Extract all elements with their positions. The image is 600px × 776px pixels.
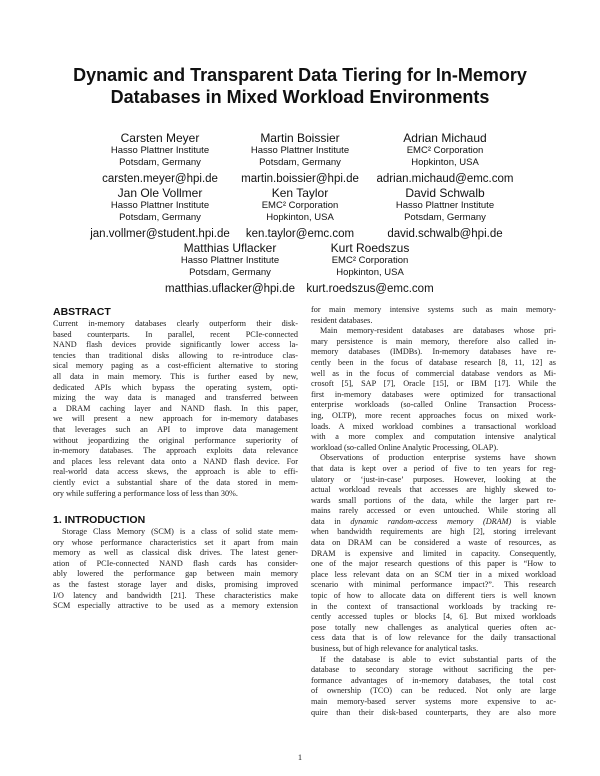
author-location: Potsdam, Germany xyxy=(259,156,341,168)
author-affiliation: EMC² Corporation xyxy=(406,145,484,156)
text-line: resident databases. xyxy=(311,315,373,325)
author-email: kurt.roedszus@emc.com xyxy=(306,283,434,295)
text-line: ulatory or ‘just-in-case’ purposes. However, looking at the xyxy=(311,474,556,484)
text-line: Observations of production enterprise systems have shown xyxy=(320,453,556,463)
author-email: adrian.michaud@emc.com xyxy=(376,173,514,185)
text-line: ory while suffering a performance loss of less than 30%. xyxy=(53,488,238,498)
author-block xyxy=(360,131,530,187)
text-line: wards small portions of the data, while the larger part re- xyxy=(311,495,556,505)
text-line: cently accessed tuples or blocks [4, 6]. But mixed workloads xyxy=(311,612,556,622)
author-affiliation: EMC² Corporation xyxy=(261,200,339,211)
text-line: mains rarely accessed or even untouched. While storing all xyxy=(311,506,556,516)
author-email: carsten.meyer@hpi.de xyxy=(102,173,218,185)
text-line: SCM especially attractive to be used as a memory extension xyxy=(53,601,298,611)
text-line: for main memory intensive systems such as main memory- xyxy=(311,305,556,314)
introduction-body xyxy=(53,527,298,612)
paragraph xyxy=(311,453,556,654)
text-line: topic of how to allocate data on different tiers is well known xyxy=(311,591,556,601)
text-line: with a more complex and computation intensive analytical xyxy=(311,432,556,442)
text-line: Current in-memory databases clearly outperform their disk- xyxy=(53,319,298,328)
text-line: well as in the focus of commercial database vendors as Mi- xyxy=(311,368,556,378)
text-line: as the fastest storage layer and disks, promising improved xyxy=(53,580,298,590)
author-email: martin.boissier@hpi.de xyxy=(241,173,359,185)
text-line: in-memory databases. The approach exploits data relevance xyxy=(53,446,298,456)
text-line: scenario with minimal performance impact?”. This research xyxy=(311,580,556,590)
paragraph xyxy=(311,326,556,453)
text-line: place less relevant data on an SCM tier in a mixed workload xyxy=(311,569,556,579)
text-line: that data is kept over a period of five to ten years for reg- xyxy=(311,463,556,473)
abstract-heading: ABSTRACT xyxy=(53,306,111,318)
text-line: mizing the way data is managed and transferred between xyxy=(53,393,298,403)
author-email: ken.taylor@emc.com xyxy=(245,228,355,240)
text-line: ation of PCIe-connected NAND flash cards has consider- xyxy=(53,558,298,568)
author-name: Adrian Michaud xyxy=(403,131,487,145)
text-line: we will present a new approach for in-memory databases xyxy=(53,414,298,424)
author-email: matthias.uflacker@hpi.de xyxy=(165,283,295,295)
author-affiliation: EMC² Corporation xyxy=(331,255,409,266)
text-line: without jeopardizing the original performance superiority of xyxy=(53,435,298,445)
text-line: cently been in the focus of database research [8, 11, 12] as xyxy=(311,357,556,367)
abstract-body xyxy=(53,319,298,499)
introduction-heading: 1. INTRODUCTION xyxy=(53,514,146,527)
paper-title xyxy=(40,64,560,108)
text-line: database to secondary storage without sacrificing the per- xyxy=(311,665,556,675)
text-line: I/O latency and bandwidth [21]. These characteristics make xyxy=(53,590,298,600)
author-location: Hopkinton, USA xyxy=(336,266,404,278)
author-name: Martin Boissier xyxy=(260,131,340,145)
author-email: david.schwalb@hpi.de xyxy=(387,228,503,240)
author-location: Potsdam, Germany xyxy=(189,266,271,278)
text-line: crosoft [5], SAP [7], Oracle [15], or IBM [17]. While the xyxy=(311,379,556,389)
text-line: ory whose performance characteristics set it apart from main xyxy=(53,537,298,547)
author-name: Matthias Uflacker xyxy=(183,241,277,255)
text-line: DRAM is expensive and limited in capacity. Consequently, xyxy=(311,548,556,558)
text-line: of ownership (TCO) can be reduced. Not only are large xyxy=(311,686,556,696)
text-line: sical memory paging as a cost-efficient alternative to storing xyxy=(53,361,298,371)
text-line: enterprise workloads (so-called Online Transaction Process- xyxy=(311,400,556,410)
author-affiliation: Hasso Plattner Institute xyxy=(395,200,495,211)
page-number: 1 xyxy=(297,752,303,762)
author-block xyxy=(290,241,450,297)
text-line: cess data that is of low relevance for the daily transactional xyxy=(311,633,556,643)
author-name: Jan Ole Vollmer xyxy=(117,186,203,200)
text-line: first in-memory databases were optimized for transactional xyxy=(311,389,556,399)
text-line: data in dynamic random-access memory (DRAM) is viable xyxy=(311,516,556,526)
author-affiliation: Hasso Plattner Institute xyxy=(250,145,350,156)
author-location: Hopkinton, USA xyxy=(411,156,479,168)
author-location: Potsdam, Germany xyxy=(119,211,201,223)
author-name: David Schwalb xyxy=(405,186,485,200)
text-line: business, but of high relevance for analytical tasks. xyxy=(311,644,479,653)
author-block xyxy=(220,186,380,242)
author-affiliation: Hasso Plattner Institute xyxy=(110,145,210,156)
author-email: jan.vollmer@student.hpi.de xyxy=(90,228,230,240)
author-name: Carsten Meyer xyxy=(120,131,200,145)
text-line: and places less relevant data onto a NAND flash device. For xyxy=(53,456,298,466)
text-line: ing, OLTP), more recent approaches focus on mixed work- xyxy=(311,410,556,420)
text-line: memory databases (IMDBs). In-memory databases have re- xyxy=(311,347,556,357)
author-block xyxy=(360,186,530,242)
text-line: ciently evict a substantial share of the data stored in mem- xyxy=(53,477,298,487)
author-name: Ken Taylor xyxy=(271,186,329,200)
text-line: formance advantages of in-memory databases, the total cost xyxy=(311,675,556,685)
text-line: actual workload reveals that accesses are highly skewed to- xyxy=(311,485,556,495)
paragraph xyxy=(311,655,556,719)
left-column xyxy=(53,305,298,612)
text-line: a DRAM caching layer and NAND flash. In this paper, xyxy=(53,403,298,413)
paragraph xyxy=(311,305,556,326)
text-line: Main memory-resident databases are databases whose pri- xyxy=(320,326,556,336)
text-line: memory as well as classical disk drives. The latest gener- xyxy=(53,548,298,558)
text-line: mary persistence is main memory, therefore also called in- xyxy=(311,336,556,346)
text-line: tencies than traditional disks allowing to re-introduce clas- xyxy=(53,350,298,360)
text-line: ably lowered the performance gap between main memory xyxy=(53,569,298,579)
text-line: If the database is able to evict substantial parts of the xyxy=(320,654,556,664)
author-block xyxy=(220,131,380,187)
text-line: dedicated APIs which bypass the operating system, opti- xyxy=(53,382,298,392)
text-line: all data in main memory. This is further eased by new, xyxy=(53,371,298,381)
text-line: that leverages such an API to improve data management xyxy=(53,424,298,434)
author-block xyxy=(150,241,310,297)
author-location: Potsdam, Germany xyxy=(119,156,201,168)
text-line: in the context of transactional workloads by tracking re- xyxy=(311,601,556,611)
text-line: quire than their disk-based counterparts, they are also more xyxy=(311,707,556,717)
text-line: when bandwidth requirements are high [2], storing irrelevant xyxy=(311,527,556,537)
author-name: Kurt Roedszus xyxy=(330,241,410,255)
author-affiliation: Hasso Plattner Institute xyxy=(110,200,210,211)
text-line: real-world data access skews, the approach is able to effi- xyxy=(53,467,298,477)
text-line: based counterparts. In parallel, recent PCIe-connected xyxy=(53,329,298,339)
text-line: loads. A mixed workload combines a transactional workload xyxy=(311,421,556,431)
text-line: Storage Class Memory (SCM) is a class of solid state mem- xyxy=(62,527,298,537)
title-line-2: Databases in Mixed Workload Environments xyxy=(110,87,490,107)
author-affiliation: Hasso Plattner Institute xyxy=(180,255,280,266)
author-block xyxy=(80,186,240,242)
text-line: data on DRAM can be considered a waste of resources, as xyxy=(311,538,556,548)
text-line: main memory-based server systems more expensive to ac- xyxy=(311,696,556,706)
text-line: pose totally new challenges as analytical queries often ac- xyxy=(311,622,556,632)
author-block xyxy=(80,131,240,187)
author-location: Potsdam, Germany xyxy=(404,211,486,223)
right-column xyxy=(311,305,556,718)
text-line: workload (so-called Online Analytic Processing, OLAP). xyxy=(311,442,499,452)
title-line-1: Dynamic and Transparent Data Tiering for In-Memory xyxy=(73,65,527,85)
author-location: Hopkinton, USA xyxy=(266,211,334,223)
text-line: NAND flash devices provide significantly lower access la- xyxy=(53,340,298,350)
text-line: one of the major research questions of this paper is “How to xyxy=(311,559,556,569)
